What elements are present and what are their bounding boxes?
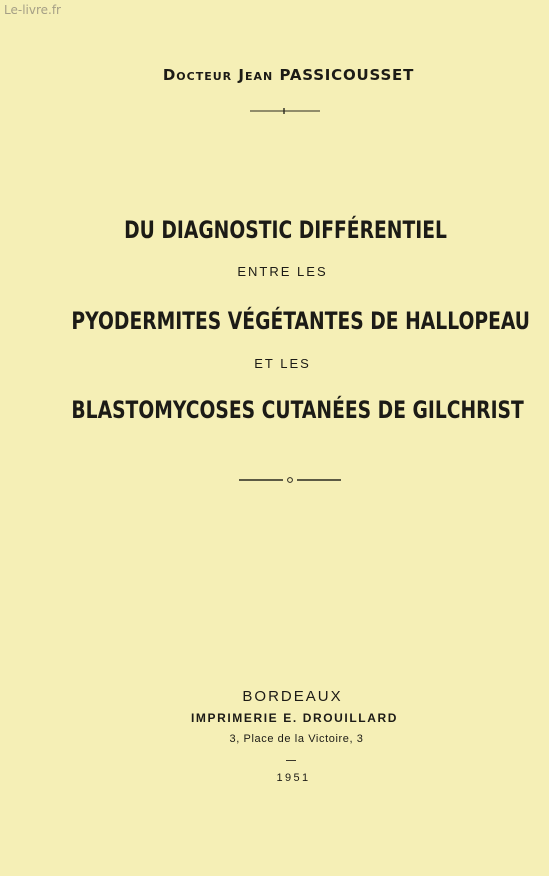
publication-city: BORDEAUX	[242, 688, 343, 705]
author-prefix: Docteur Jean	[162, 66, 274, 84]
title-line-1: DU DIAGNOSTIC DIFFÉRENTIEL	[124, 216, 447, 244]
ornament-rule-top	[250, 108, 320, 114]
watermark-logo: Le-livre.fr	[4, 3, 61, 17]
title-line-2: ENTRE LES	[237, 264, 328, 279]
title-line-3: PYODERMITES VÉGÉTANTES DE HALLOPEAU	[71, 307, 530, 335]
title-line-4: ET LES	[254, 356, 311, 371]
author-surname: PASSICOUSSET	[279, 66, 415, 84]
separator-dash	[286, 760, 296, 761]
ornament-rule-middle	[239, 476, 341, 484]
publication-year: 1951	[276, 772, 311, 784]
author-line	[14, 66, 549, 84]
printer-name: IMPRIMERIE E. DROUILLARD	[190, 711, 399, 725]
title-line-5: BLASTOMYCOSES CUTANÉES DE GILCHRIST	[71, 396, 524, 424]
printer-address: 3, Place de la Victoire, 3	[229, 733, 364, 745]
